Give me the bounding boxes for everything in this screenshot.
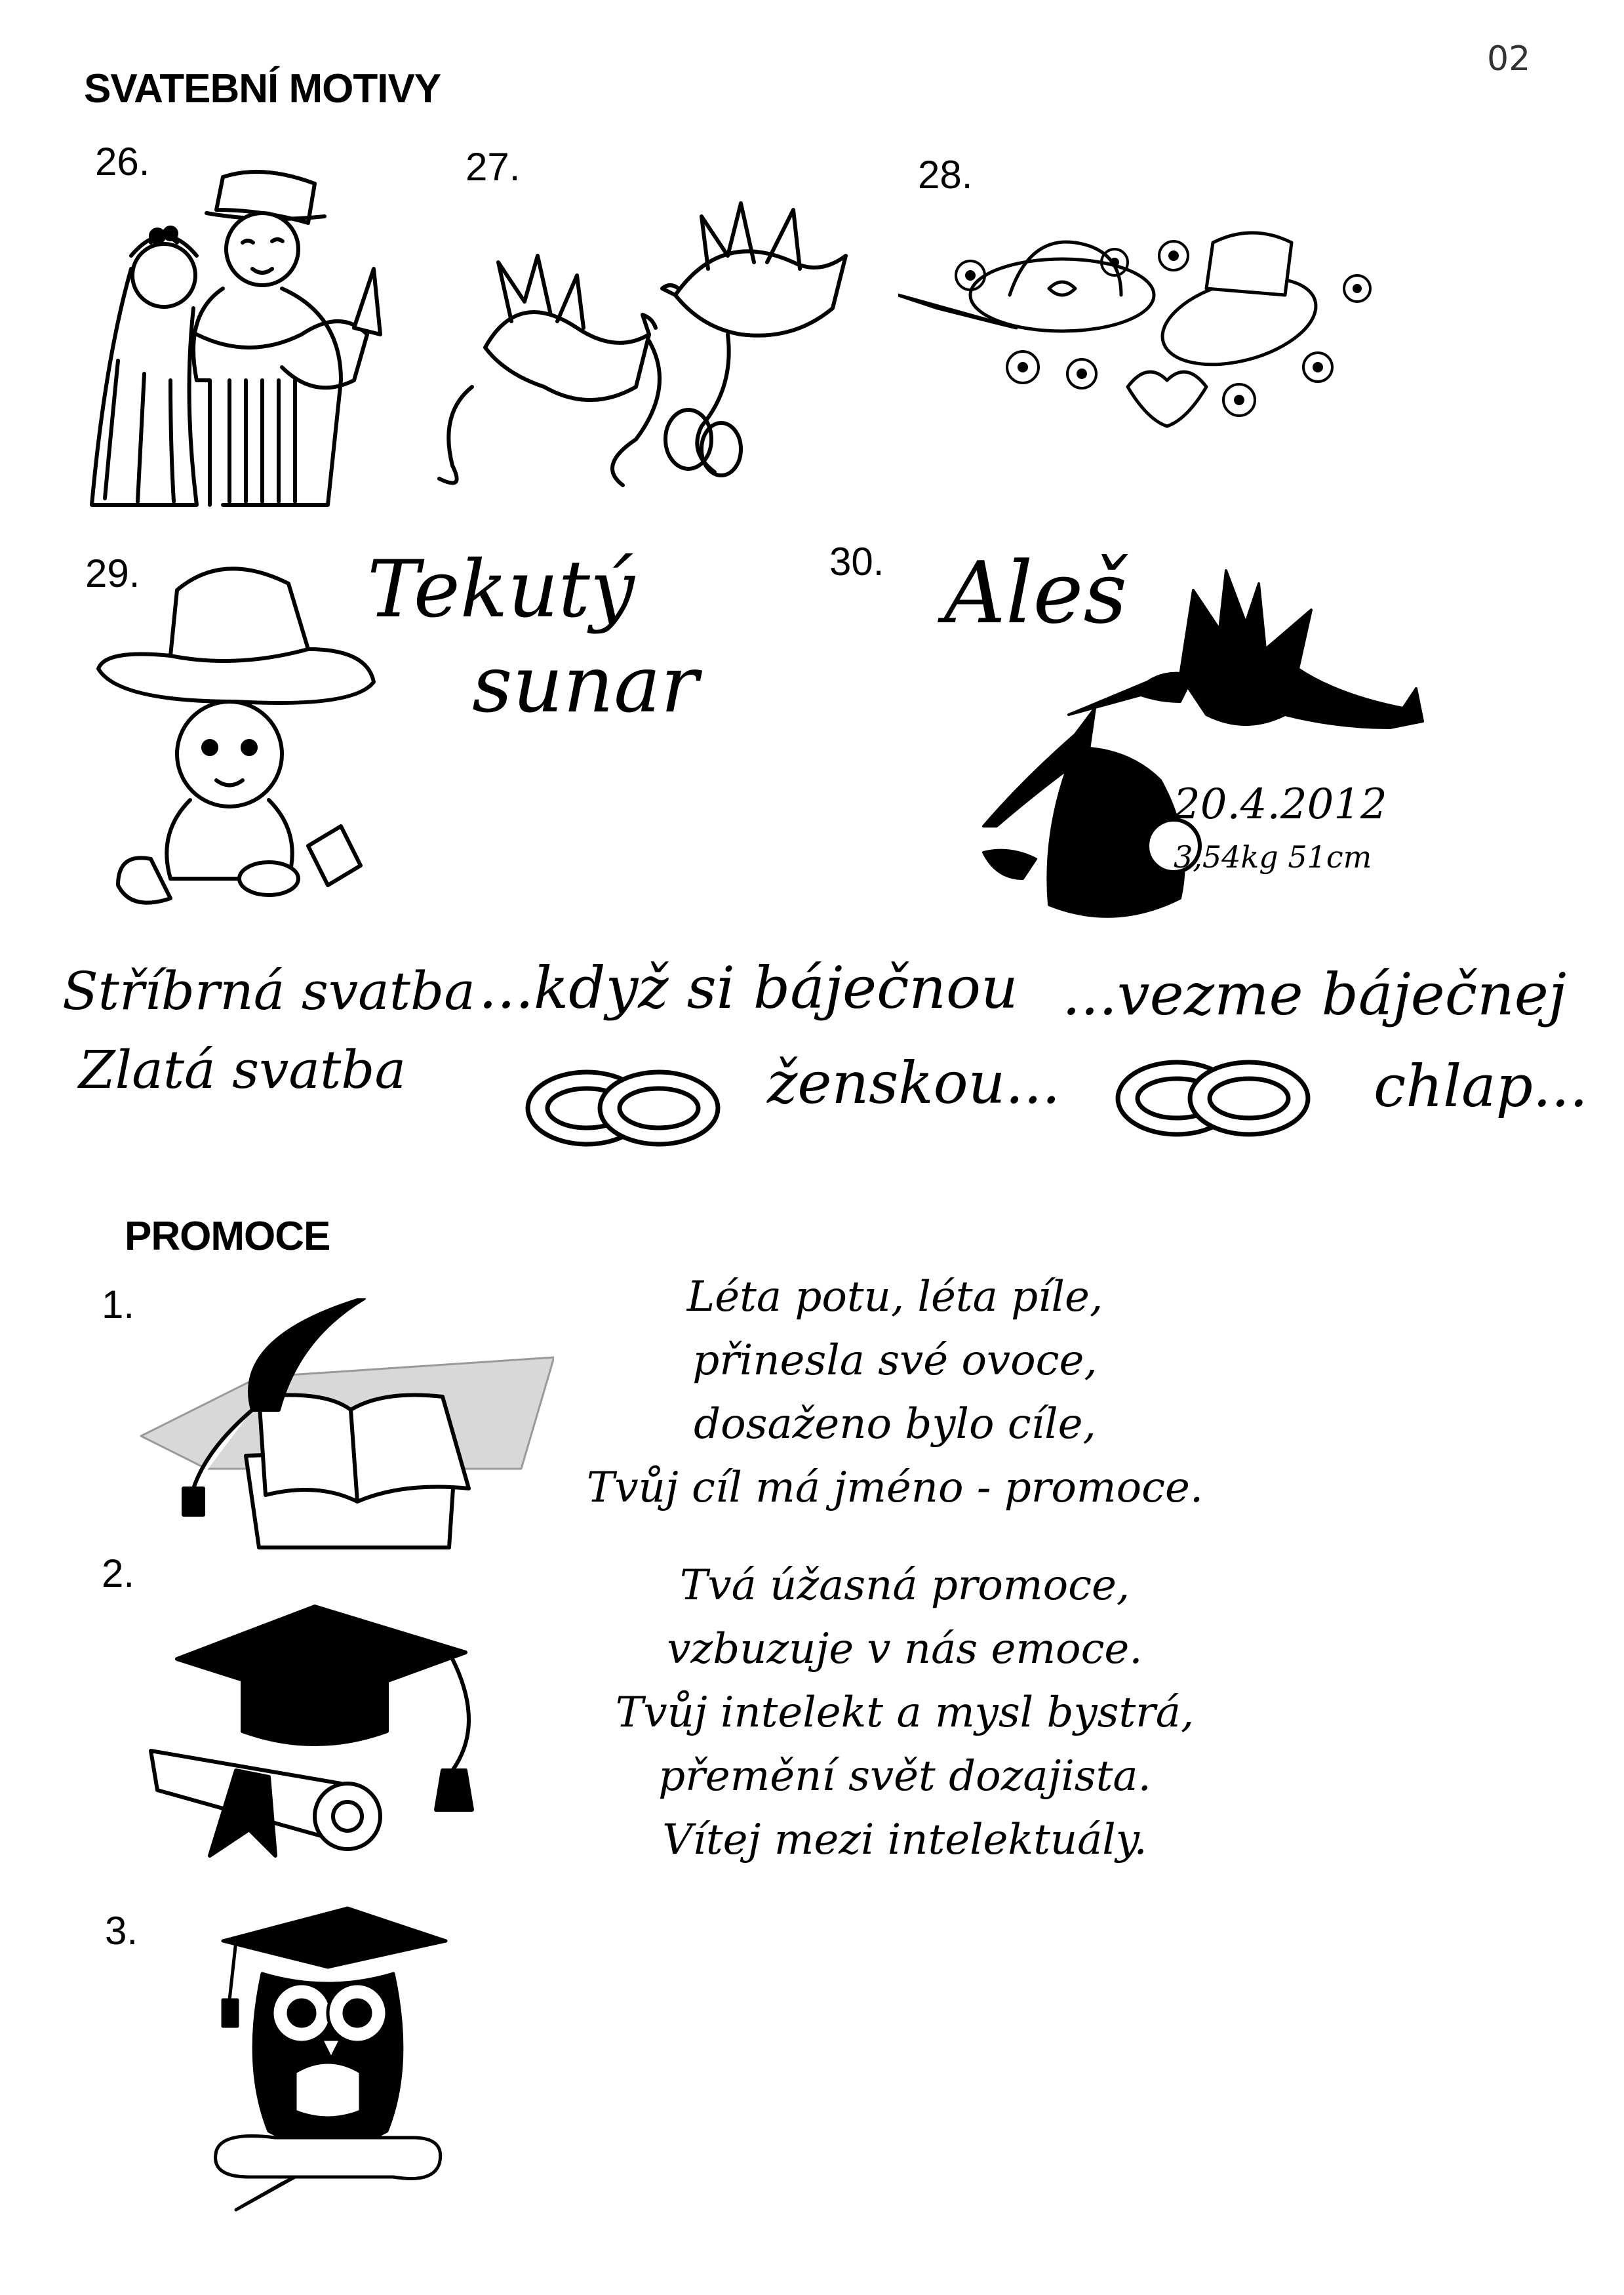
section-heading-wedding: SVATEBNÍ MOTIVY: [84, 66, 441, 111]
motif-text-line1: Tekutý: [367, 544, 635, 635]
motif-number-27: 27.: [465, 145, 521, 189]
poem-line: dosaženo bylo cíle,: [694, 1400, 1096, 1448]
graduation-number-2: 2.: [102, 1551, 135, 1595]
motif-number-28: 28.: [918, 153, 973, 197]
anniversary-silver: Stříbrná svatba: [62, 961, 475, 1022]
birth-date: 20.4.2012: [1174, 780, 1387, 829]
books-quill-icon: [128, 1298, 554, 1561]
poem-line: Vítej mezi intelektuály.: [662, 1816, 1147, 1864]
hats-flowers-icon: [898, 216, 1377, 433]
wedding-rings-icon: [1111, 1046, 1315, 1144]
baby-cowboy-icon: [92, 551, 380, 918]
motif-number-30: 30.: [829, 540, 884, 584]
motif-text-line2: sunar: [472, 639, 699, 730]
section-heading-graduation: PROMOCE: [125, 1214, 330, 1259]
phrase1-line1: ...když si báječnou: [479, 954, 1018, 1022]
motif-number-29: 29.: [85, 551, 140, 595]
phrase2-line1: ...vezme báječnej: [1062, 961, 1567, 1028]
poem-line: přinesla své ovoce,: [692, 1336, 1098, 1385]
poem-line: vzbuzuje v nás emoce.: [667, 1625, 1143, 1673]
graduation-number-1: 1.: [102, 1283, 135, 1327]
phrase1-line2: ženskou...: [767, 1049, 1061, 1117]
poem-line: Tvůj cíl má jméno - promoce.: [586, 1464, 1204, 1512]
birth-measures: 3,54kg 51cm: [1174, 839, 1372, 875]
poem-2: [577, 1554, 1233, 1872]
baby-name: Aleš: [944, 543, 1128, 643]
poem-line: Tvá úžasná promoce,: [679, 1561, 1130, 1610]
graduate-owl-icon: [197, 1902, 459, 2216]
page-number: 02: [1487, 39, 1531, 79]
graduation-number-3: 3.: [105, 1909, 138, 1953]
poem-line: Léta potu, léta píle,: [686, 1273, 1103, 1321]
graduation-cap-diploma-icon: [144, 1580, 492, 1869]
poem-line: přemění svět dozajista.: [658, 1752, 1151, 1801]
anniversary-gold: Zlatá svatba: [79, 1039, 406, 1100]
bride-groom-icon: [66, 164, 393, 511]
motif-number-26: 26.: [95, 140, 150, 184]
phrase2-line2: chlap...: [1374, 1052, 1588, 1120]
doves-icon: [426, 190, 872, 492]
wedding-rings-icon: [521, 1056, 724, 1154]
poem-1: [551, 1266, 1239, 1520]
poem-line: Tvůj intelekt a mysl bystrá,: [615, 1688, 1195, 1737]
